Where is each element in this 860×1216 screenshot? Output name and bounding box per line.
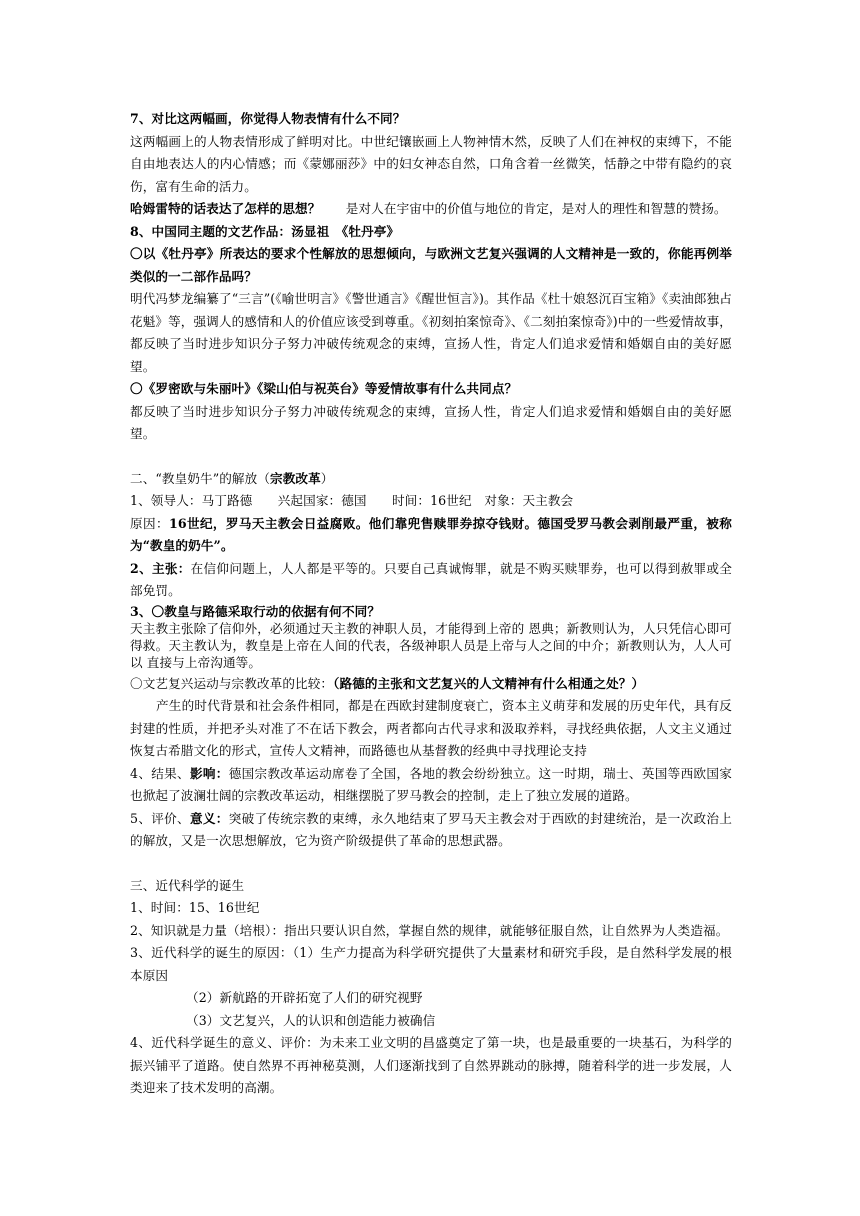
peony-answer: 明代冯梦龙编纂了“三言”(《喻世明言》《警世通言》《醒世恒言》)。其作品《杜十娘怒沉百宝箱》《卖油郎独占花魁》等，强调人的感情和人的价值应该受到尊重。《初刻拍案惊奇》、《二刻拍案惊奇》)中的一些爱情故事，都反映了当时进步知识分子努力冲破传统观念的束缚，宣扬人性，肯定人们追求爱情和婚姻自由的美好愿望。 (130, 291, 732, 374)
question-3-answer: 天主教主张除了信仰外，必须通过天主教的神职人员，才能得到上帝的 恩典；新教则认为，人只凭信心即可得救。天主教认为，教皇是上帝在人间的代表，各级神职人员是上帝与人之间的中介；新教则认为，人人可以 直接与上帝沟通等。 (130, 620, 732, 670)
reform-evaluation (130, 808, 732, 853)
section-2-title (130, 468, 732, 491)
peony-question: 〇以《牡丹亭》所表达的要求个性解放的思想倾向，与欧洲文艺复兴强调的人文精神是一致的，你能再例举类似的一二部作品吗？ (130, 246, 732, 284)
section-2-title-pre: 二、“教皇奶牛”的解放（ (130, 470, 271, 486)
reform-cause-label: 原因： (130, 515, 169, 531)
compare-question-bold: （路德的主张和文艺复兴的人文精神有什么相通之处？） (333, 675, 645, 691)
reform-claim-label: 2、主张： (130, 560, 191, 576)
reform-result-bold: 影响： (189, 765, 229, 781)
question-7-answer: 这两幅画上的人物表情形成了鲜明对比。中世纪镶嵌画上人物神情木然，反映了人们在神权的束缚下，不能自由地表达人的内心情感；而《蒙娜丽莎》中的妇女神态自然，口角含着一丝微笑，恬静之中带有隐约的哀伤，富有生命的活力。 (130, 133, 732, 194)
science-time: 1、时间：15、16世纪 (130, 900, 260, 915)
compare-answer: 产生的时代背景和社会条件相同，都是在西欧封建制度衰亡，资本主义萌芽和发展的历史年代，具有反封建的性质，并把矛头对准了不在话下教会，两者都向古代寻求和汲取养料，寻找经典依据，人文主义通过恢复古希腊文化的形式，宣传人文精神，而路德也从基督教的经典中寻找理论支持 (130, 698, 732, 758)
reform-eval-text: 突破了传统宗教的束缚，永久地结束了罗马天主教会对于西欧的封建统治，是一次政治上的解放，又是一次思想解放，它为资产阶级提供了革命的思想武器。 (130, 810, 732, 848)
romeo-answer: 都反映了当时进步知识分子努力冲破传统观念的束缚，宣扬人性，肯定人们追求爱情和婚姻自由的美好愿望。 (130, 403, 732, 441)
document-page (130, 108, 732, 1100)
science-significance: 4、近代科学诞生的意义、评价：为未来工业文明的昌盛奠定了第一块，也是最重要的一块基石，为科学的振兴铺平了道路。使自然界不再神秘莫测，人们逐渐找到了自然界跳动的脉搏，随着科学的进一步发展，人类迎来了技术发明的高潮。 (130, 1035, 732, 1095)
reform-cause (130, 513, 732, 558)
section-3-title: 三、近代科学的诞生 (130, 877, 245, 893)
reform-eval-label: 5、评价、 (130, 810, 190, 826)
science-reason-3: （3）文艺复兴，人的认识和创造能力被确信 (186, 1012, 436, 1028)
question-8: 8、中国同主题的文艺作品：汤显祖 《牡丹亭》 (130, 223, 400, 239)
reform-result-label: 4、结果、 (130, 765, 190, 781)
hamlet-line (130, 198, 732, 221)
reform-result-text: 德国宗教改革运动席卷了全国，各地的教会纷纷独立。这一时期，瑞士、英国等西欧国家也掀起了波澜壮阔的宗教改革运动，相继摆脱了罗马教会的控制，走上了独立发展的道路。 (130, 765, 732, 803)
science-knowledge: 2、知识就是力量（培根）：指出只要认识自然，掌握自然的规律，就能够征服自然，让自然界为人类造福。 (130, 922, 729, 938)
reform-eval-bold: 意义： (189, 810, 229, 826)
science-reasons: 3、近代科学的诞生的原因：（1）生产力提高为科学研究提供了大量素材和研究手段，是自然科学发展的根本原因 (130, 945, 732, 983)
reform-cause-text: 16世纪，罗马天主教会日益腐败。他们靠兜售赎罪券掠夺钱财。德国受罗马教会剥削最严重，被称为“教皇的奶牛”。 (130, 515, 732, 553)
section-2-title-bold: 宗教改革 (270, 470, 321, 486)
reform-leader: 1、领导人：马丁路德 兴起国家：德国 时间：16世纪 对象：天主教会 (130, 493, 574, 508)
reform-claim-text: 在信仰问题上，人人都是平等的。只要自己真诚悔罪，就是不购买赎罪券，也可以得到赦罪或全部免罚。 (130, 560, 732, 598)
reform-result (130, 763, 732, 808)
compare-question-pre: 〇文艺复兴运动与宗教改革的比较： (130, 675, 334, 691)
question-7: 7、对比这两幅画，你觉得人物表情有什么不同？ (130, 111, 406, 126)
hamlet-answer: 是对人在宇宙中的价值与地位的肯定，是对人的理性和智慧的赞扬。 (320, 201, 727, 216)
reform-claim (130, 558, 732, 603)
hamlet-question: 哈姆雷特的话表达了怎样的思想？ (130, 201, 321, 216)
compare-question (130, 673, 732, 696)
question-3: 3、〇教皇与路德采取行动的依据有何不同？ (130, 603, 381, 619)
section-2-title-post: ） (320, 470, 334, 486)
science-reason-2: （2）新航路的开辟拓宽了人们的研究视野 (186, 990, 423, 1005)
romeo-question: 〇《罗密欧与朱丽叶》《梁山伯与祝英台》等爱情故事有什么共同点？ (130, 381, 518, 396)
